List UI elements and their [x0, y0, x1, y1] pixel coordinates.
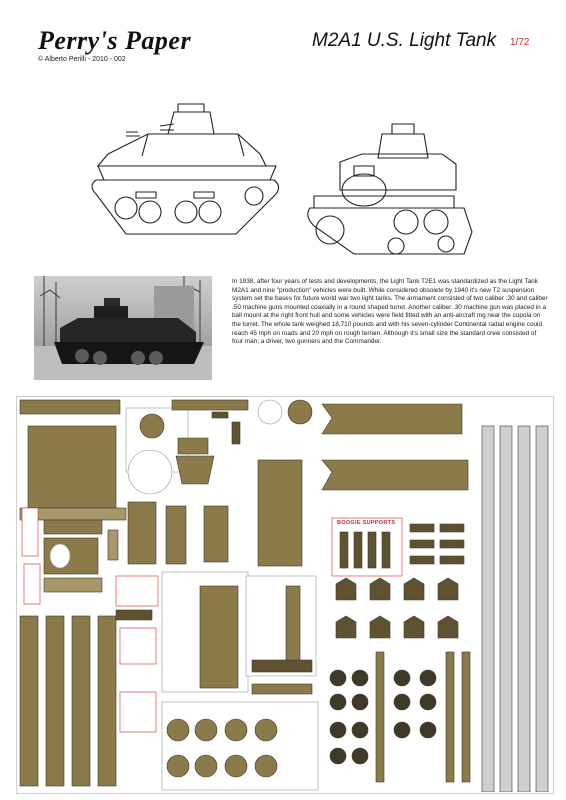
historic-tank-photo	[34, 276, 212, 380]
scale-label: 1/72	[510, 37, 530, 48]
brand-logo: Perry's Paper	[38, 26, 192, 55]
tank-front-view-drawing	[300, 118, 480, 264]
tank-side-view-drawing	[78, 92, 288, 242]
page-title: M2A1 U.S. Light Tank	[312, 30, 497, 51]
copyright-text: © Alberto Perilli - 2010 - 002	[38, 56, 126, 63]
bogie-supports-label: BOOGIE SUPPORTS	[337, 520, 396, 526]
tank-history-description: In 1938, after four years of tests and developments, the Light Tank T2E1 was standardized as the Light Tank M2A1 and nine "production" vehicles were built. While considered obsolete by 1940 it's new T2 suspension system set the bases for future world war two light tanks. The armament consisted of two caliber .30 and caliber .50 machine guns mounted coaxially in a round shaped turret. Another caliber .30 machine gun was placed in a ball mount at the right front hull and some vehicles were field fitted with an anti-aircraft mg near the cupola on the turret. The whole tank weighed 18,710 pounds and with his seven-cylinder Continental radial engine could reach 45 mph on roads and 20 mph on rough terrain. Although it's small size the standard crew consisted of four man; a driver, two gunners and the Commander.	[232, 278, 548, 346]
cutout-parts-artwork	[16, 396, 552, 792]
